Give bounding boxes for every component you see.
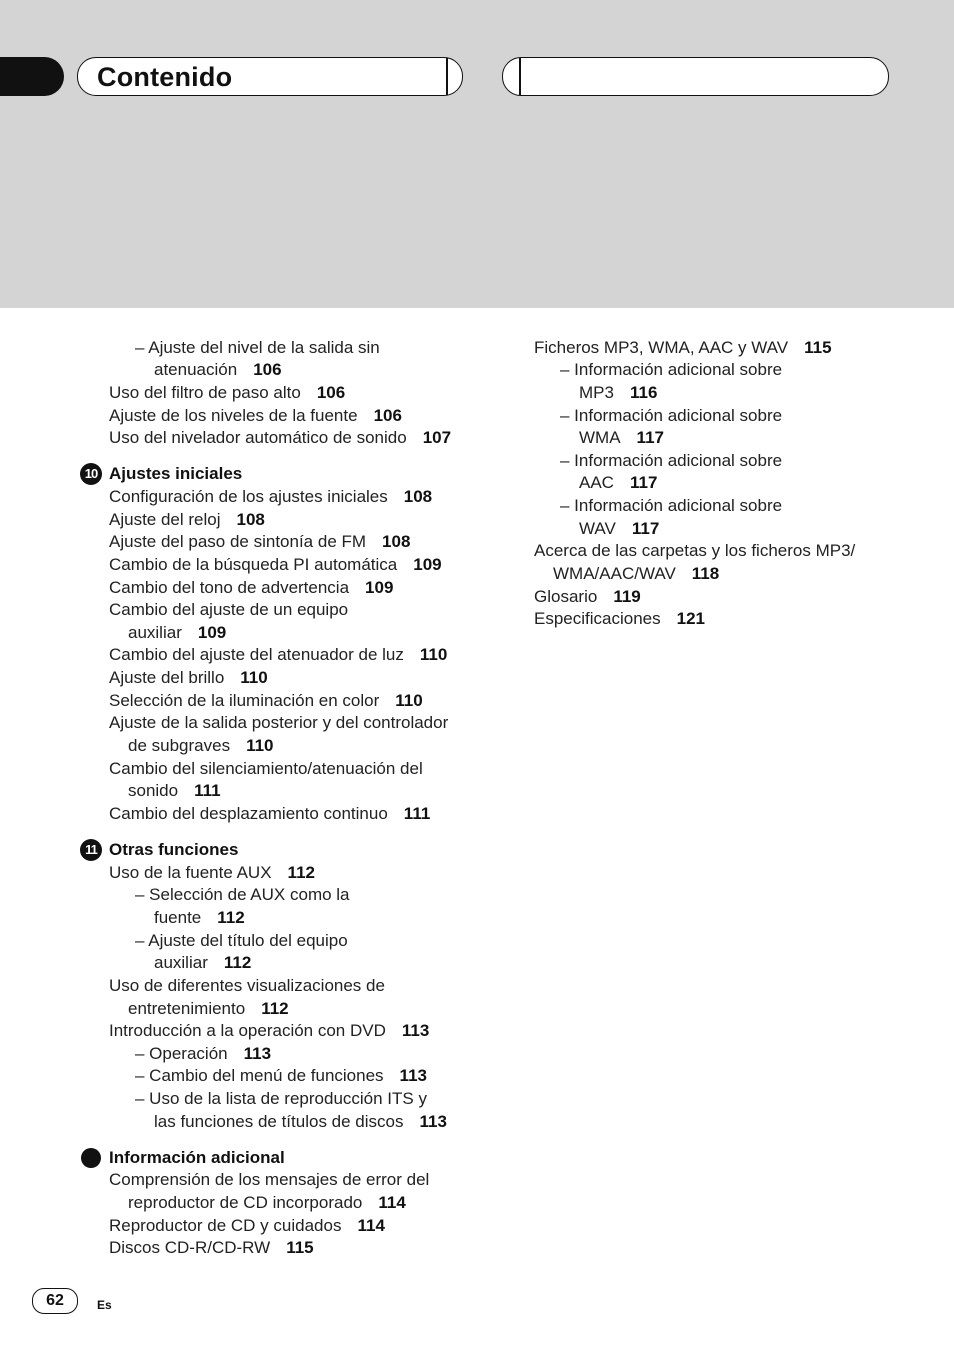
toc-page-number: 109	[365, 578, 394, 597]
toc-entry[interactable]: Comprensión de los mensajes de error del	[109, 1170, 430, 1189]
toc-entry[interactable]: Uso de la fuente AUX 112	[109, 863, 315, 882]
toc-entry[interactable]: de subgraves 110	[128, 736, 274, 755]
toc-entry[interactable]: Introducción a la operación con DVD 113	[109, 1021, 430, 1040]
toc-entry[interactable]: Cambio de la búsqueda PI automática 109	[109, 555, 442, 574]
toc-page-number: 110	[246, 736, 274, 755]
toc-page-number: 106	[373, 406, 402, 425]
toc-entry[interactable]: Glosario 119	[534, 587, 641, 606]
toc-page-number: 114	[357, 1216, 385, 1235]
toc-entry[interactable]: WAV 117	[579, 519, 660, 538]
toc-entry[interactable]: auxiliar 112	[154, 953, 252, 972]
toc-entry[interactable]: entretenimiento 112	[128, 999, 289, 1018]
toc-page-number: 117	[636, 428, 664, 447]
toc-entry[interactable]: – Ajuste del título del equipo	[135, 931, 348, 950]
section-title[interactable]: Ajustes iniciales	[109, 464, 243, 483]
toc-page-number: 116	[629, 383, 658, 402]
section-title[interactable]: Otras funciones	[109, 840, 239, 859]
toc-page-number: 108	[382, 532, 411, 551]
toc-entry[interactable]: Configuración de los ajustes iniciales 108	[109, 487, 433, 506]
toc-page-number: 113	[243, 1044, 272, 1063]
toc-page-number: 119	[613, 587, 641, 606]
toc-page-number: 112	[217, 908, 245, 927]
toc-page-number: 111	[194, 781, 221, 800]
toc-entry[interactable]: – Información adicional sobre	[560, 360, 783, 379]
toc-entry[interactable]: – Uso de la lista de reproducción ITS y	[135, 1089, 427, 1108]
toc-entry[interactable]: Cambio del desplazamiento continuo 111	[109, 804, 431, 823]
toc-entry[interactable]: Ajuste del paso de sintonía de FM 108	[109, 532, 411, 551]
toc-entry[interactable]: – Información adicional sobre	[560, 406, 783, 425]
chapter-tab	[0, 57, 64, 96]
toc-page-number: 111	[403, 804, 431, 823]
toc-entry[interactable]: fuente 112	[154, 908, 245, 927]
toc-page-number: 117	[631, 519, 660, 538]
toc-page-number: 112	[287, 863, 315, 882]
toc-entry[interactable]: – Operación 113	[135, 1044, 272, 1063]
toc-page-number: 106	[253, 360, 282, 379]
empty-box-divider	[519, 58, 521, 95]
toc-page-number: 108	[403, 487, 433, 506]
page-title: Contenido	[97, 62, 233, 92]
toc-entry[interactable]: – Ajuste del nivel de la salida sin	[135, 338, 380, 357]
toc-page-number: 112	[223, 953, 252, 972]
toc-entry[interactable]: Cambio del tono de advertencia 109	[109, 578, 394, 597]
empty-header-box	[502, 57, 889, 96]
toc-entry[interactable]: MP3 116	[579, 383, 658, 402]
section-number-badge: 11	[80, 839, 102, 861]
toc-page-number: 109	[197, 623, 227, 642]
toc-entry[interactable]: – Información adicional sobre	[560, 451, 783, 470]
title-box-divider	[446, 58, 448, 95]
toc-entry[interactable]: Reproductor de CD y cuidados 114	[109, 1216, 385, 1235]
toc-entry[interactable]: Ajuste de la salida posterior y del controlador	[109, 713, 449, 732]
toc-entry[interactable]: Uso de diferentes visualizaciones de	[109, 976, 385, 995]
toc-page-number: 110	[419, 645, 448, 664]
toc-entry[interactable]: Discos CD-R/CD-RW 115	[109, 1238, 314, 1257]
toc-entry[interactable]: auxiliar 109	[128, 623, 227, 642]
toc-page-number: 113	[419, 1112, 447, 1131]
toc-entry[interactable]: Ajuste del brillo 110	[109, 668, 268, 687]
toc-entry[interactable]: Acerca de las carpetas y los ficheros MP3/	[534, 541, 856, 560]
language-code: Es	[97, 1298, 112, 1312]
toc-entry[interactable]: Uso del filtro de paso alto 106	[109, 383, 346, 402]
toc-page-number: 115	[804, 338, 832, 357]
toc-entry[interactable]: atenuación 106	[154, 360, 282, 379]
toc-page-number: 110	[240, 668, 268, 687]
toc-page-number: 114	[378, 1193, 406, 1212]
toc-page-number: 106	[316, 383, 346, 402]
toc-entry[interactable]: Ajuste del reloj 108	[109, 510, 265, 529]
toc-entry[interactable]: Ficheros MP3, WMA, AAC y WAV 115	[534, 338, 832, 357]
toc-page-number: 113	[401, 1021, 430, 1040]
page-number: 62	[32, 1288, 78, 1314]
toc-entry[interactable]: Ajuste de los niveles de la fuente 106	[109, 406, 402, 425]
toc-entry[interactable]: WMA/AAC/WAV 118	[553, 564, 720, 583]
toc-entry[interactable]: WMA 117	[579, 428, 664, 447]
toc-page-number: 117	[629, 473, 658, 492]
toc-page-number: 112	[261, 999, 289, 1018]
toc-entry[interactable]: AAC 117	[579, 473, 658, 492]
toc-entry[interactable]: reproductor de CD incorporado 114	[128, 1193, 406, 1212]
section-number-badge: 10	[80, 463, 102, 485]
toc-page-number: 121	[676, 609, 705, 628]
toc-page-number: 113	[399, 1066, 427, 1085]
toc-page-number: 109	[413, 555, 442, 574]
toc-entry[interactable]: Uso del nivelador automático de sonido 107	[109, 428, 452, 447]
toc-entry[interactable]: Cambio del ajuste de un equipo	[109, 600, 349, 619]
section-bullet-icon	[81, 1148, 101, 1168]
toc-entry[interactable]: Cambio del ajuste del atenuador de luz 110	[109, 645, 448, 664]
toc-page-number: 110	[395, 691, 423, 710]
section-title[interactable]: Información adicional	[109, 1148, 285, 1167]
toc-page-number: 115	[286, 1238, 314, 1257]
toc-entry[interactable]: las funciones de títulos de discos 113	[154, 1112, 447, 1131]
title-box	[77, 57, 463, 96]
toc-entry[interactable]: – Selección de AUX como la	[135, 885, 350, 904]
toc-entry[interactable]: Especificaciones 121	[534, 609, 705, 628]
toc-entry[interactable]: – Información adicional sobre	[560, 496, 783, 515]
toc-entry[interactable]: sonido 111	[128, 781, 221, 800]
header-band	[0, 0, 954, 308]
toc-page-number: 108	[236, 510, 265, 529]
toc-entry[interactable]: Cambio del silenciamiento/atenuación del	[109, 759, 423, 778]
toc-page-number: 107	[422, 428, 452, 447]
toc-entry[interactable]: – Cambio del menú de funciones 113	[135, 1066, 427, 1085]
toc-entry[interactable]: Selección de la iluminación en color 110	[109, 691, 423, 710]
toc-page-number: 118	[691, 564, 720, 583]
